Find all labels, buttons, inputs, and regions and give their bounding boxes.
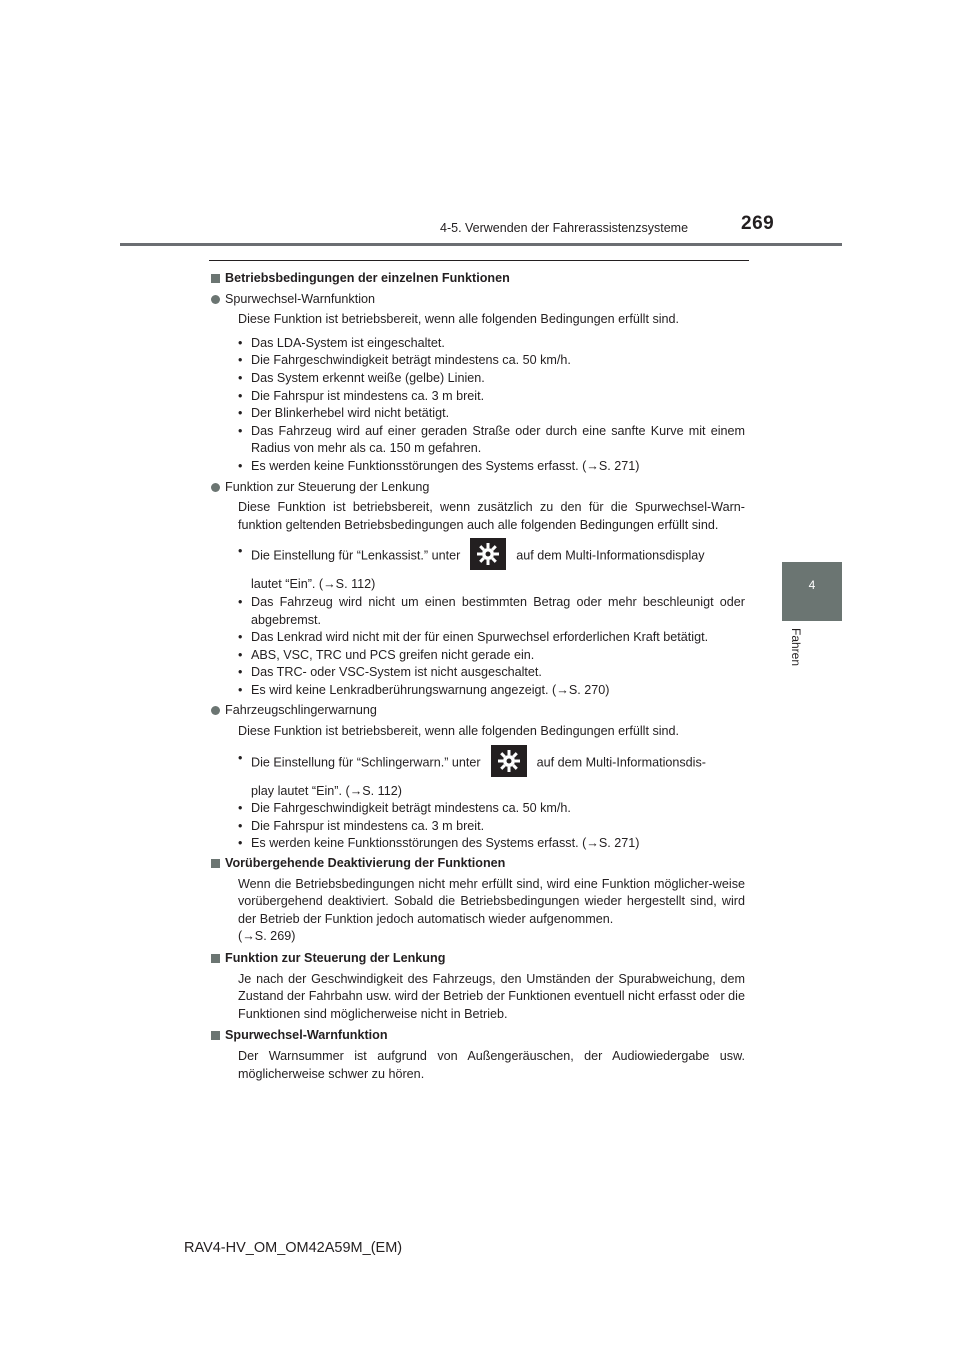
settings-gear-icon (470, 538, 506, 570)
page-number: 269 (741, 213, 775, 234)
list-item: • Die Fahrspur ist mindestens ca. 3 m breit. (238, 388, 745, 406)
paragraph: Diese Funktion ist betriebsbereit, wenn alle folgenden Bedingungen erfüllt sind. (238, 724, 680, 739)
section-heading: Betriebsbedingungen der einzelnen Funktionen (210, 270, 745, 288)
document-footer-code: RAV4-HV_OM_OM42A59M_(EM) (184, 1240, 403, 1256)
condition-list (210, 335, 745, 476)
list-item: • Die Fahrgeschwindigkeit beträgt mindestens ca. 50 km/h. (238, 352, 745, 370)
list-item: • Die Fahrspur ist mindestens ca. 3 m breit. (238, 818, 745, 836)
paragraph: Diese Funktion ist betriebsbereit, wenn zusätzlich zu den für die Spurwechsel-Warn-funktion geltenden Betriebsbedingungen auch alle folgenden Bedingungen erfüllt sind. (238, 500, 745, 532)
list-item: • Der Blinkerhebel wird nicht betätigt. (238, 405, 745, 423)
subsection-title: Fahrzeugschlingerwarnung (210, 702, 745, 720)
paragraph (210, 876, 745, 946)
list-item (238, 540, 745, 594)
subsection-title: Spurwechsel-Warnfunktion (210, 291, 745, 309)
list-item-text: auf dem Multi-Informationsdisplay (516, 548, 705, 563)
list-item: • Das Fahrzeug wird auf einer geraden Straße oder durch eine sanfte Kurve mit einem Radius von mehr als ca. 150 m gefahren. (238, 423, 745, 458)
condition-list (210, 747, 745, 853)
list-item: • Die Fahrgeschwindigkeit beträgt mindestens ca. 50 km/h. (238, 800, 745, 818)
chapter-label (785, 628, 805, 688)
chapter-label-text: Fahren (789, 628, 803, 667)
list-item: • Das LDA-System ist eingeschaltet. (238, 335, 745, 353)
header-rule (120, 243, 842, 246)
list-item (238, 747, 745, 801)
list-item-text: Die Einstellung für “Schlingerwarn.” unter (251, 754, 481, 769)
list-item-text: auf dem Multi-Informationsdis- (536, 754, 706, 769)
list-item-text: Die Einstellung für “Lenkassist.” unter (251, 548, 461, 563)
settings-gear-icon (491, 745, 527, 777)
list-item: • Es werden keine Funktionsstörungen des Systems erfasst. (→S. 271) (238, 835, 745, 853)
subsection-title: Funktion zur Steuerung der Lenkung (210, 479, 745, 497)
header-section-title: 4-5. Verwenden der Fahrerassistenzsysteme (440, 221, 689, 235)
list-item: • Es wird keine Lenkradberührungswarnung angezeigt. (→S. 270) (238, 682, 745, 700)
paragraph: Der Warnsummer ist aufgrund von Außengeräuschen, der Audiowiedergabe usw. möglicherweise schwer zu hören. (238, 1048, 745, 1081)
section-heading: Vorübergehende Deaktivierung der Funktionen (210, 855, 745, 873)
paragraph-text: Wenn die Betriebsbedingungen nicht mehr erfüllt sind, wird eine Funktion möglicher-weise vorübergehend deaktiviert. Sobald die Betriebsbedingungen wieder hergestellt sind, wird der Betrieb der Funktion jedoch automatisch wieder aufgenommen. (238, 876, 745, 926)
list-item: • Das System erkennt weiße (gelbe) Linien. (238, 370, 745, 388)
paragraph: Diese Funktion ist betriebsbereit, wenn alle folgenden Bedingungen erfüllt sind. (238, 312, 680, 327)
list-item: • Das Fahrzeug wird nicht um einen bestimmten Betrag oder mehr beschleunigt oder abgebremst. (238, 594, 745, 629)
chapter-number: 4 (808, 578, 816, 592)
list-item: • Das TRC- oder VSC-System ist nicht ausgeschaltet. (238, 664, 745, 682)
paragraph: Je nach der Geschwindigkeit des Fahrzeugs, den Umständen der Spurabweichung, dem Zustand der Fahrbahn usw. wird der Betrieb der Funktionen eventuell nicht erfasst oder die Funktionen sind möglicherweise nicht in Betrieb. (238, 971, 745, 1021)
page-reference: (→S. 269) (238, 929, 296, 944)
list-item-continuation: lautet “Ein”. (→S. 112) (251, 577, 376, 592)
list-item: • Es werden keine Funktionsstörungen des Systems erfasst. (→S. 271) (238, 458, 745, 476)
section-heading: Spurwechsel-Warnfunktion (210, 1027, 745, 1045)
list-item-continuation: play lautet “Ein”. (→S. 112) (251, 783, 402, 798)
condition-list (210, 540, 745, 699)
content-top-rule (209, 260, 749, 261)
page-content (210, 268, 745, 1087)
section-heading: Funktion zur Steuerung der Lenkung (210, 950, 745, 968)
list-item: • ABS, VSC, TRC und PCS greifen nicht gerade ein. (238, 647, 745, 665)
list-item: • Das Lenkrad wird nicht mit der für einen Spurwechsel erforderlichen Kraft betätigt. (238, 629, 745, 647)
